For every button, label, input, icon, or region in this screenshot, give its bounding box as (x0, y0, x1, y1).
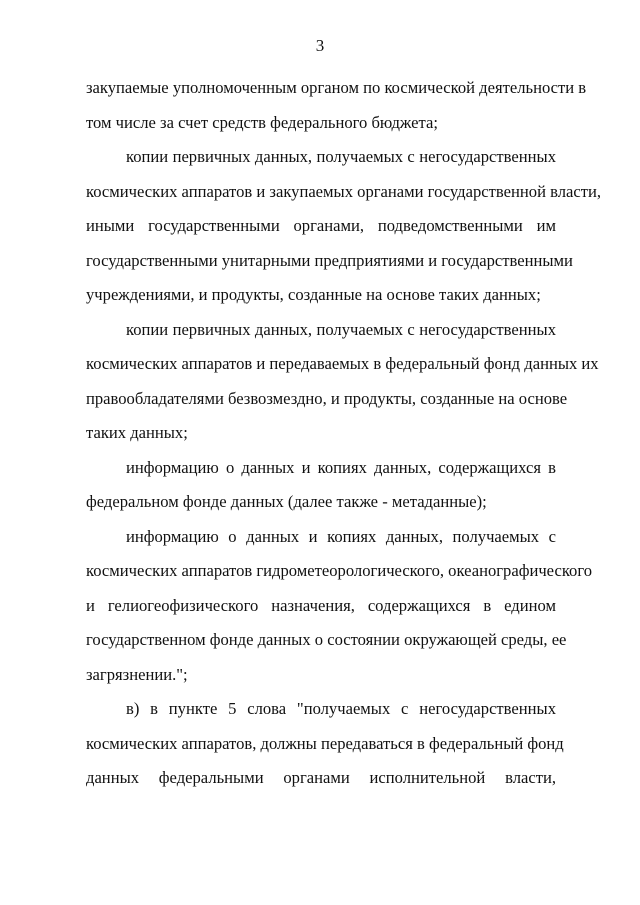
text-line: государственными унитарными предприятиями и государственными (86, 250, 573, 270)
text-line: копии первичных данных, получаемых с негосударственных (126, 319, 556, 339)
document-body (86, 76, 602, 801)
text-line: таких данных; (86, 423, 188, 442)
text-line: информацию о данных и копиях данных, получаемых с (126, 526, 556, 546)
text-line: закупаемые уполномоченным органом по космической деятельности в (86, 78, 587, 97)
text-line: том числе за счет средств федерального бюджета; (86, 112, 438, 132)
text-line: копии первичных данных, получаемых с негосударственных (126, 147, 556, 166)
text-line: федеральном фонде данных (далее также - метаданные); (86, 492, 487, 511)
text-line: иными государственными органами, подведомственными им (86, 216, 556, 235)
text-line: космических аппаратов и закупаемых органами государственной власти, (86, 181, 602, 201)
text-line: данных федеральными органами исполнительной власти, (86, 768, 556, 787)
text-line: учреждениями, и продукты, созданные на основе таких данных; (86, 285, 541, 304)
text-line: в) в пункте 5 слова "получаемых с негосударственных (126, 699, 556, 718)
text-line: космических аппаратов, должны передаваться в федеральный фонд (86, 733, 564, 753)
text-line: загрязнении."; (86, 664, 188, 684)
text-line: космических аппаратов гидрометеорологического, океанографического (86, 561, 593, 580)
page-number: 3 (315, 36, 325, 55)
text-line: космических аппаратов и передаваемых в федеральный фонд данных их (86, 354, 599, 373)
text-line: и гелиогеофизического назначения, содержащихся в едином (86, 595, 556, 615)
text-line: государственном фонде данных о состоянии окружающей среды, ее (86, 630, 567, 649)
text-line: правообладателями безвозмездно, и продукты, созданные на основе (86, 388, 568, 408)
text-line: информацию о данных и копиях данных, содержащихся в (126, 457, 556, 477)
